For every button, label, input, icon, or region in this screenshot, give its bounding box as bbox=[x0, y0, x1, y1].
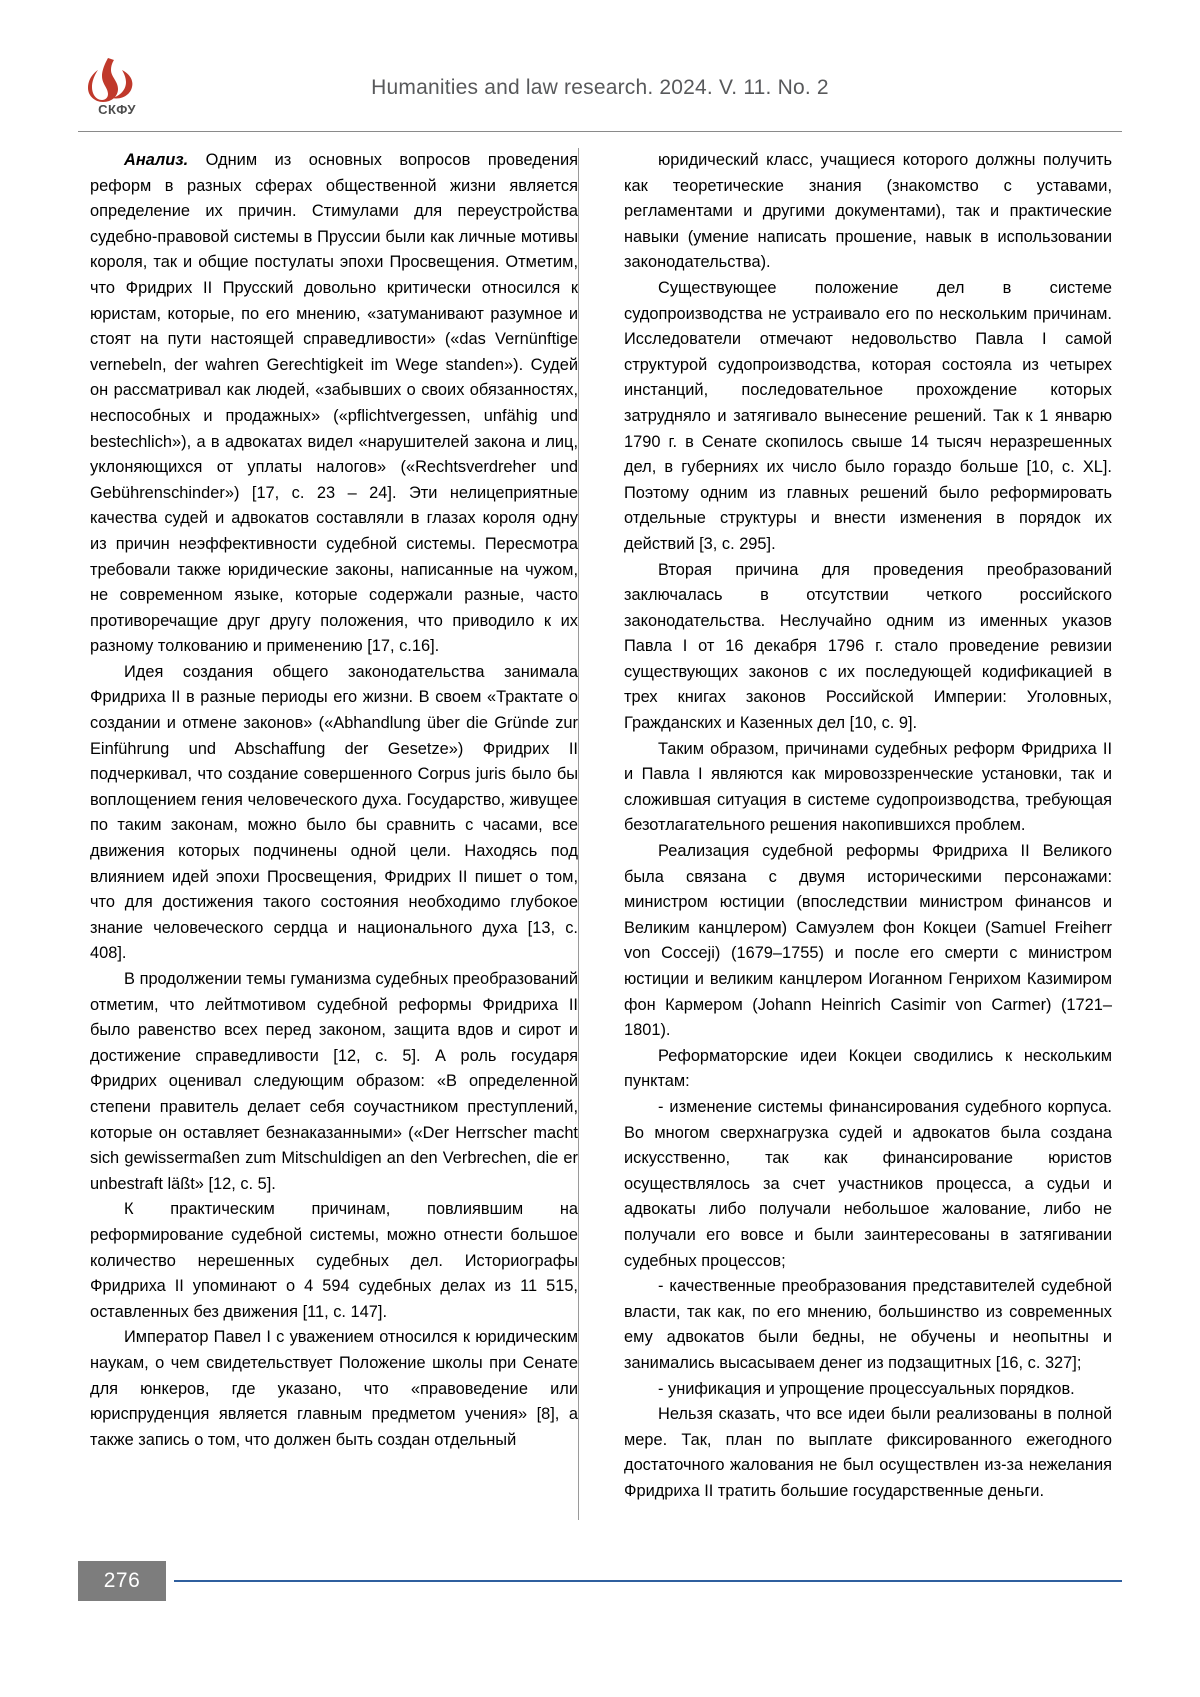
paragraph: Реализация судебной реформы Фридриха II Великого была связана с двумя историческими персонажами: министром юстиции (впоследствии министром финансов и Великим канцлером) Самуэлем фон Кокцеи (Samuel Freiherr von Cocceji) (1679–1755) и после его смерти с министром юстиции и великим канцлером Иоганном Генрихом Казимиром фон Кармером (Johann Heinrich Casimir von Carmer) (1721–1801). bbox=[624, 842, 1112, 1040]
paragraph: Анализ. Одним из основных вопросов проведения реформ в разных сферах общественной жизни является определение их причин. Стимулами для переустройства судебно-правовой системы в Пруссии были как личные мотивы короля, так и общие постулаты эпохи Просвещения. Отметим, что Фридрих II Прусский довольно критически относился к юристам, которые, по его мнению, «затуманивают разумное и стоят на пути настоящей справедливости» («das Vernünftige vernebeln, der wahren Gerechtigkeit im Wege standen»). Судей он рассматривал как людей, «забывших о своих обязанностях, неспособных и продажных» («pflichtvergessen, unfähig und bestechlich»), а в адвокатах видел «нарушителей закона и лиц, уклоняющихся от уплаты налогов» («Rechtsverdreher und Gebührenschinder») [17, с. 23 – 24]. Эти нелицеприятные качества судей и адвокатов составляли в глазах короля одну из причин неэффективности судебной системы. Пересмотра требовали также юридические законы, написанные на чужом, не современном языке, которые содержали разные, часто противоречащие друг другу положения, что приводило к их разному толкованию и применению [17, с.16]. bbox=[90, 151, 578, 656]
column-divider bbox=[578, 148, 579, 1520]
paragraph: - изменение системы финансирования судебного корпуса. Во многом сверхнагрузка судей и адвокатов была создана искусственно, так как финансирование юристов осуществлялось за счет участников процесса, а судьи и адвокаты либо получали небольшое жалование, либо не получали его вовсе и были заинтересованы в затягивании судебных процессов; bbox=[624, 1097, 1112, 1270]
journal-title: Humanities and law research. 2024. V. 11. No. 2 bbox=[371, 76, 829, 99]
paragraph: К практическим причинам, повлиявшим на реформирование судебной системы, можно отнести большое количество нерешенных судебных дел. Историографы Фридриха II упоминают о 4 594 судебных делах из 11 515, оставленных без движения [11, с. 147]. bbox=[90, 1200, 578, 1321]
page-header bbox=[78, 56, 1122, 126]
paragraph: Вторая причина для проведения преобразований заключалась в отсутствии четкого российского законодательства. Неслучайно одним из именных указов Павла I от 16 декабря 1796 г. стало проведение ревизии существующих законов с их последующей кодификацией в трех книгах законов Российской Империи: Уголовных, Гражданских и Казенных дел [10, с. 9]. bbox=[624, 560, 1112, 733]
paragraph: Реформаторские идеи Кокцеи сводились к нескольким пунктам: bbox=[624, 1046, 1112, 1091]
footer-divider bbox=[174, 1580, 1122, 1582]
paragraph: - качественные преобразования представителей судебной власти, так как, по его мнению, большинство из современных ему адвокатов были бедны, не обучены и неопытны и занимались высасываем денег из подзащитных [16, с. 327]; bbox=[624, 1277, 1112, 1372]
logo-label: СКФУ bbox=[98, 102, 136, 117]
paragraph: Идея создания общего законодательства занимала Фридриха II в разные периоды его жизни. В своем «Трактате о создании и отмене законов» («Abhandlung über die Gründe zur Einführung und Abschaffung der Gesetze») Фридрих II подчеркивал, что создание совершенного Corpus juris было бы воплощением гения человеческого духа. Государство, живущее по таким законам, можно было бы сравнить с часами, все движения которых подчинены одной цели. Находясь под влиянием идей эпохи Просвещения, Фридрих II пишет о том, что для достижения такого состояния необходимо глубокое знание человеческого сердца и национального духа [13, с. 408]. bbox=[90, 662, 578, 963]
column-left bbox=[90, 148, 578, 1520]
paragraph: Существующее положение дел в системе судопроизводства не устраивало его по нескольким причинам. Исследователи отмечают недовольство Павла I самой структурой судопроизводства, которая состояла из четырех инстанций, последовательное прохождение которых затрудняло и затягивало вынесение решений. Так к 1 январю 1790 г. в Сенате скопилось свыше 14 тысяч неразрешенных дел, в губерниях их число было гораздо больше [10, с. XL]. Поэтому одним из главных решений было реформировать отдельные структуры и внести изменения в порядок их действий [3, с. 295]. bbox=[624, 278, 1112, 553]
paragraph: Нельзя сказать, что все идеи были реализованы в полной мере. Так, план по выплате фиксированного ежегодного достаточного жалования не был осуществлен из-за нежелания Фридриха II тратить большие государственные деньги. bbox=[624, 1405, 1112, 1500]
header-divider bbox=[78, 131, 1122, 132]
page-number: 276 bbox=[78, 1561, 166, 1601]
column-right bbox=[624, 148, 1112, 1520]
page-footer bbox=[78, 1561, 1122, 1601]
paragraph: В продолжении темы гуманизма судебных преобразований отметим, что лейтмотивом судебной реформы Фридриха II было равенство всех перед законом, защита вдов и сирот и достижение справедливости [12, с. 5]. А роль государя Фридрих оценивал следующим образом: «В определенной степени правитель делает себя соучастником преступлений, которые он оставляет безнаказанными» («Der Herrscher macht sich gewissermaßen zum Mitschuldigen an den Verbrechen, die er unbestraft läßt» [12, с. 5]. bbox=[90, 970, 578, 1193]
paragraph: - унификация и упрощение процессуальных порядков. bbox=[658, 1379, 1075, 1398]
paragraph: юридический класс, учащиеся которого должны получить как теоретические знания (знакомство с уставами, регламентами и другими документами), так и практические навыки (умение написать прошение, навык в использовании законодательства). bbox=[624, 151, 1112, 272]
paragraph: Таким образом, причинами судебных реформ Фридриха II и Павла I являются как мировоззренческие установки, так и сложившая ситуация в системе судопроизводства, требующая безотлагательного решения накопившихся проблем. bbox=[624, 739, 1112, 835]
paragraph: Император Павел I с уважением относился к юридическим наукам, о чем свидетельствует Положение школы при Сенате для юнкеров, где указано, что «правоведение или юриспруденция является главным предметом учения» [8], а также запись о том, что должен быть создан отдельный bbox=[90, 1328, 578, 1449]
article-body bbox=[90, 148, 1112, 1520]
